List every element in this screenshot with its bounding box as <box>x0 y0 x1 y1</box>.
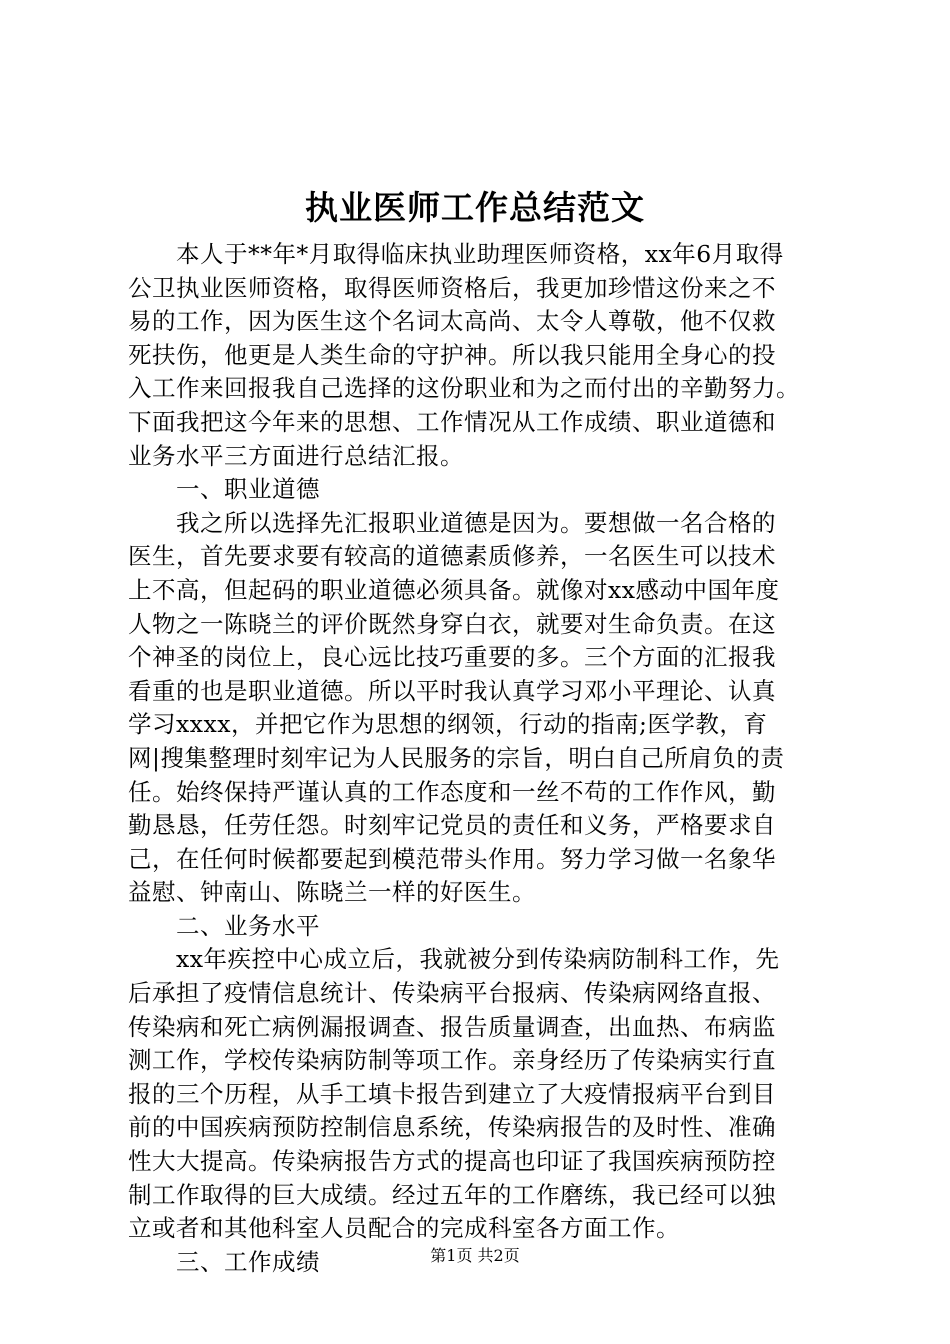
text-line: 立或者和其他科室人员配合的完成科室各方面工作。 <box>128 1214 680 1243</box>
text-line: 看重的也是职业道德。所以平时我认真学习邓小平理论、认真 <box>128 676 776 705</box>
text-line: 报的三个历程，从手工填卡报告到建立了大疫情报病平台到目 <box>128 1079 776 1108</box>
text-line: 益慰、钟南山、陈晓兰一样的好医生。 <box>128 878 536 907</box>
text-line: 医生，首先要求要有较高的道德素质修养，一名医生可以技术 <box>128 542 776 571</box>
document-body <box>128 238 838 1279</box>
text-line: 入工作来回报我自己选择的这份职业和为之而付出的辛勤努力。 <box>128 374 800 403</box>
text-line: 下面我把这今年来的思想、工作情况从工作成绩、职业道德和 <box>128 407 776 436</box>
text-line: 性大大提高。传染病报告方式的提高也印证了我国疾病预防控 <box>128 1147 776 1176</box>
text-line: 传染病和死亡病例漏报调查、报告质量调查，出血热、布病监 <box>128 1012 776 1041</box>
text-line: 上不高，但起码的职业道德必须具备。就像对xx感动中国年度 <box>128 575 780 604</box>
text-line: 人物之一陈晓兰的评价既然身穿白衣，就要对生命负责。在这 <box>128 609 776 638</box>
text-line: 个神圣的岗位上，良心远比技巧重要的多。三个方面的汇报我 <box>128 643 776 672</box>
text-line: 二、业务水平 <box>128 911 320 940</box>
text-line: 易的工作，因为医生这个名词太高尚、太令人尊敬，他不仅救 <box>128 307 776 336</box>
text-line: xx年疾控中心成立后，我就被分到传染病防制科工作，先 <box>128 945 780 974</box>
text-line: 公卫执业医师资格，取得医师资格后，我更加珍惜这份来之不 <box>128 273 776 302</box>
text-line: 网|搜集整理时刻牢记为人民服务的宗旨，明白自己所肩负的责 <box>128 743 785 772</box>
text-line: 我之所以选择先汇报职业道德是因为。要想做一名合格的 <box>128 508 776 537</box>
text-line: 学习xxxx，并把它作为思想的纲领，行动的指南;医学教，育 <box>128 710 768 739</box>
text-line: 己，在任何时候都要起到模范带头作用。努力学习做一名象华 <box>128 844 776 873</box>
text-line: 任。始终保持严谨认真的工作态度和一丝不苟的工作作风，勤 <box>128 777 776 806</box>
text-line: 三、工作成绩 <box>128 1247 320 1276</box>
text-line: 制工作取得的巨大成绩。经过五年的工作磨练，我已经可以独 <box>128 1180 776 1209</box>
text-line: 业务水平三方面进行总结汇报。 <box>128 441 464 470</box>
document-title: 执业医师工作总结范文 <box>305 188 645 227</box>
text-line: 一、职业道德 <box>128 475 320 504</box>
text-line: 测工作，学校传染病防制等项工作。亲身经历了传染病实行直 <box>128 1046 776 1075</box>
text-line: 本人于**年*月取得临床执业助理医师资格，xx年6月取得 <box>128 240 784 268</box>
page-footer: 第1页 共2页 <box>430 1246 520 1265</box>
text-line: 死扶伤，他更是人类生命的守护神。所以我只能用全身心的投 <box>128 340 776 369</box>
text-line: 前的中国疾病预防控制信息系统，传染病报告的及时性、准确 <box>128 1113 776 1142</box>
text-line: 后承担了疫情信息统计、传染病平台报病、传染病网络直报、 <box>128 979 776 1008</box>
text-line: 勤恳恳，任劳任怨。时刻牢记党员的责任和义务，严格要求自 <box>128 811 776 840</box>
